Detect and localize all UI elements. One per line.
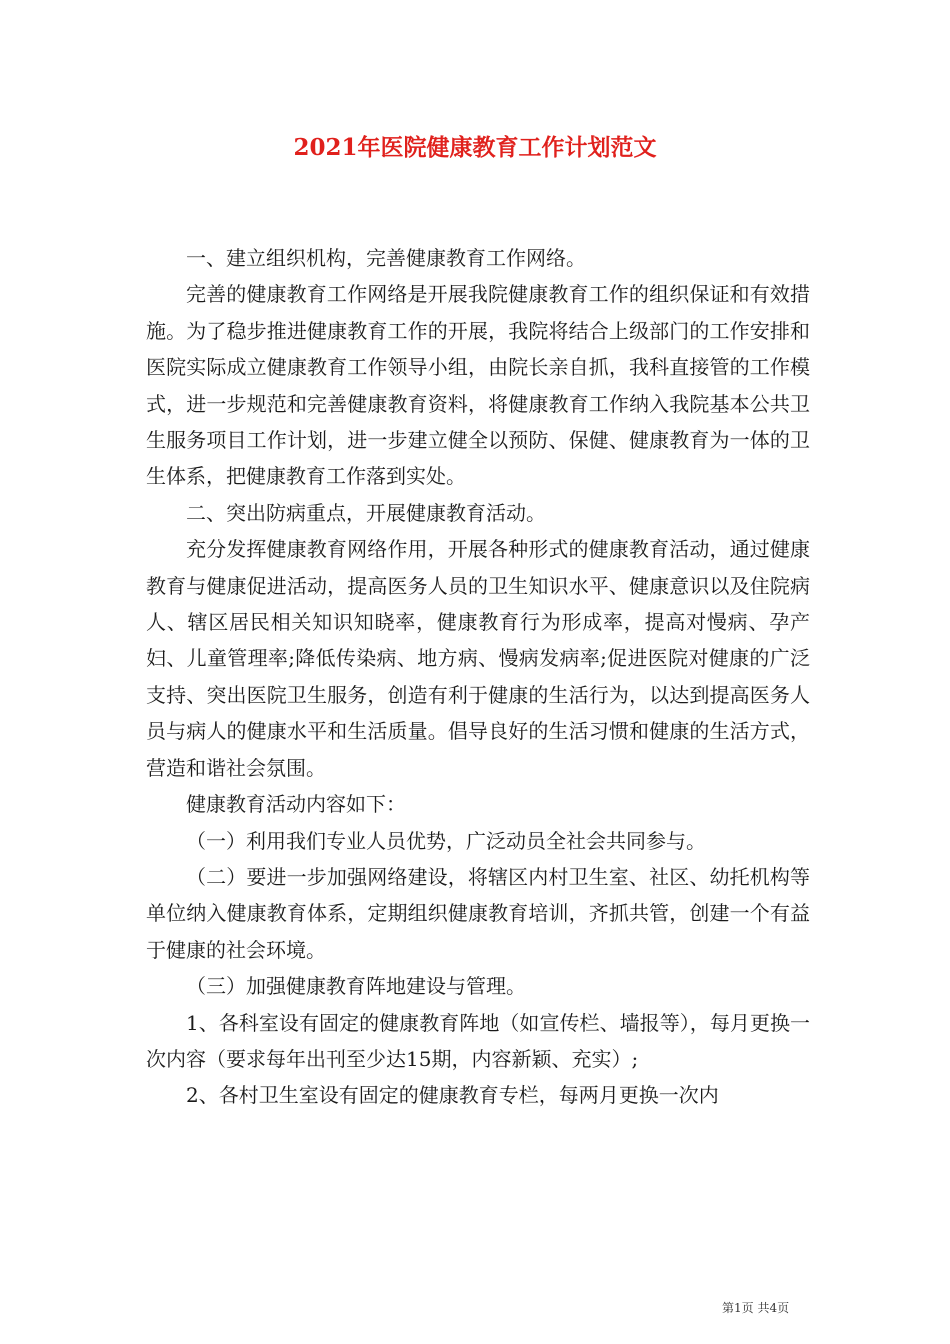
document-body <box>146 240 810 1114</box>
activity-intro: 健康教育活动内容如下： <box>186 792 406 817</box>
list-item-2: （二）要进一步加强网络建设，将辖区内村卫生室、社区、幼托机构等单位纳入健康教育体系，定期组织健康教育培训，齐抓共管，创建一个有益于健康的社会环境。 <box>146 864 810 962</box>
section-heading-1: 一、建立组织机构，完善健康教育工作网络。 <box>186 246 586 270</box>
document-title: 2021年医院健康教育工作计划范文 <box>293 134 657 161</box>
page-number: 第1页 共4页 <box>722 1301 790 1315</box>
section-heading-2: 二、突出防病重点，开展健康教育活动。 <box>186 500 546 525</box>
list-item-1: （一）利用我们专业人员优势，广泛动员全社会共同参与。 <box>186 828 706 853</box>
paragraph-1: 完善的健康教育工作网络是开展我院健康教育工作的组织保证和有效措施。为了稳步推进健康教育工作的开展，我院将结合上级部门的工作安排和医院实际成立健康教育工作领导小组，由院长亲自抓，我科直接管的工作模式，进一步规范和完善健康教育资料，将健康教育工作纳入我院基本公共卫生服务项目工作计划，进一步建立健全以预防、保健、健康教育为一体的卫生体系，把健康教育工作落到实处。 <box>146 282 810 489</box>
paragraph-2: 充分发挥健康教育网络作用，开展各种形式的健康教育活动，通过健康教育与健康促进活动，提高医务人员的卫生知识水平、健康意识以及住院病人、辖区居民相关知识知晓率，健康教育行为形成率，提高对慢病、孕产妇、儿童管理率;降低传染病、地方病、慢病发病率;促进医院对健康的广泛支持、突出医院卫生服务，创造有利于健康的生活行为，以达到提高医务人员与病人的健康水平和生活质量。倡导良好的生活习惯和健康的生活方式，营造和谐社会氛围。 <box>146 537 810 780</box>
sub-item-1: 1、各科室设有固定的健康教育阵地（如宣传栏、墙报等），每月更换一次内容（要求每年出刊至少达15期，内容新颖、充实）; <box>146 1010 810 1071</box>
list-item-3: （三）加强健康教育阵地建设与管理。 <box>186 974 526 999</box>
sub-item-2: 2、各村卫生室设有固定的健康教育专栏，每两月更换一次内 <box>186 1083 719 1108</box>
